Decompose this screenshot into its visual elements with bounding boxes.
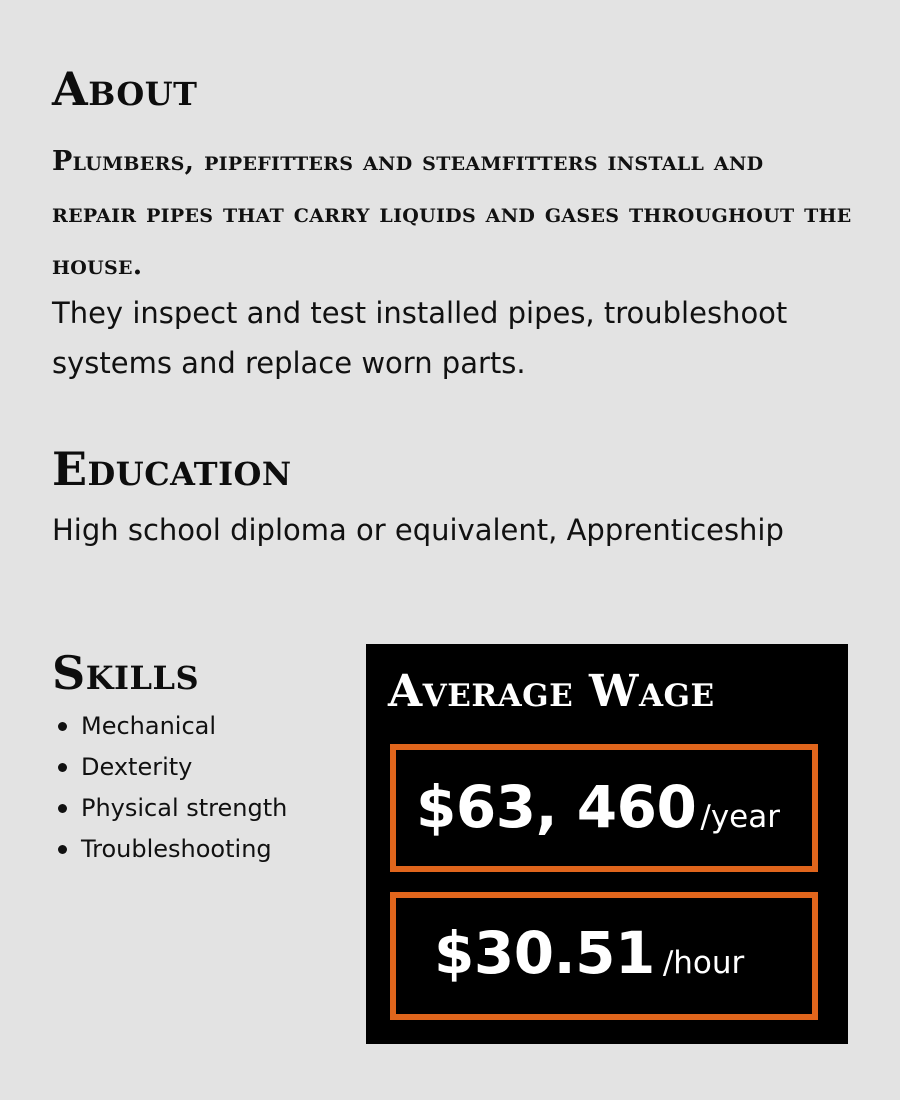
bullet-icon [58, 804, 67, 813]
skill-label: Mechanical [81, 712, 217, 740]
skill-label: Physical strength [81, 794, 288, 822]
skills-heading: Skills [52, 646, 200, 700]
skill-item [58, 788, 287, 829]
yearly-wage-amount: $63, 460 [416, 773, 697, 841]
average-wage-title: Average Wage [388, 666, 715, 717]
yearly-wage-unit: /year [700, 799, 780, 835]
hourly-wage-unit: /hour [662, 945, 745, 981]
bullet-icon [58, 722, 67, 731]
skill-item [58, 706, 287, 747]
yearly-wage-box [390, 744, 818, 872]
education-heading: Education [52, 442, 292, 496]
skill-item [58, 829, 287, 870]
skill-label: Troubleshooting [81, 835, 272, 863]
average-wage-card [366, 644, 848, 1044]
skill-item [58, 747, 287, 788]
about-heading: About [52, 62, 198, 116]
education-body-text: High school diploma or equivalent, Apprenticeship [52, 513, 784, 547]
bullet-icon [58, 763, 67, 772]
bullet-icon [58, 845, 67, 854]
about-lead-text: Plumbers, pipefitters and steamfitters install and repair pipes that carry liquids and gases throughout the house. [52, 146, 852, 281]
about-body-text: They inspect and test installed pipes, troubleshoot systems and replace worn parts. [52, 296, 788, 380]
hourly-wage-amount: $30.51 [434, 919, 655, 987]
skill-label: Dexterity [81, 753, 193, 781]
hourly-wage-box [390, 892, 818, 1020]
skills-list [58, 706, 287, 870]
